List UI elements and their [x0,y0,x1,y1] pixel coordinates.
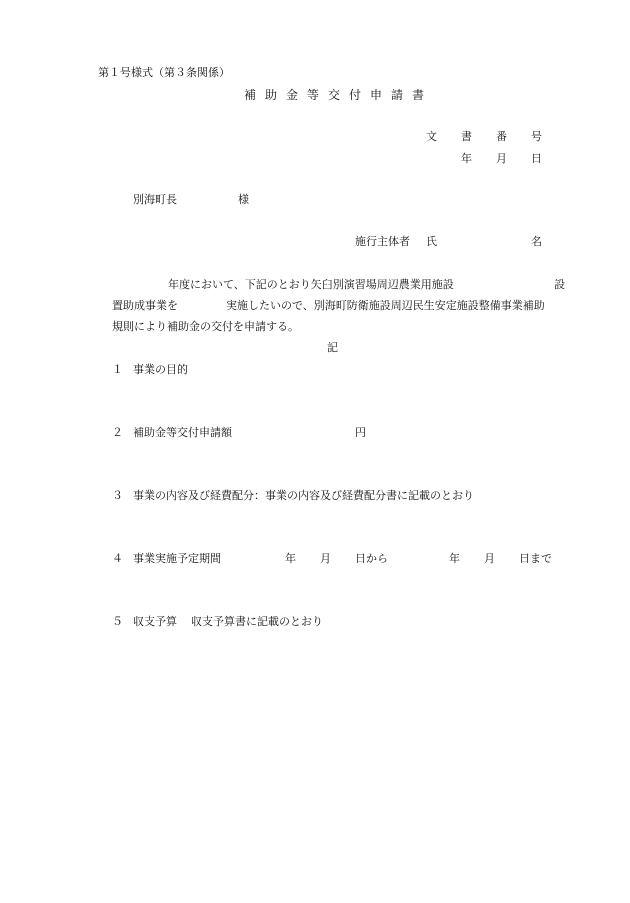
body-line-2: 実施したいので、別海町防衛施設周辺民生安定施設整備事業補助 [226,299,545,312]
item-3-text: 事業の内容及び経費配分：事業の内容及び経費配分書に記載のとおり [133,489,474,502]
date-year: 年 [461,152,472,165]
title-char: 書 [412,88,425,102]
item-3-number: ３ [112,489,123,502]
item-4-year-1: 年 [285,552,296,565]
document-number [426,131,551,142]
item-4-year-2: 年 [449,552,460,565]
title-char: 交 [328,88,341,102]
doc-number-char: 号 [531,130,542,143]
document-title [244,89,433,101]
applicant-name-label: 氏 [426,235,437,248]
item-4-month-2: 月 [484,552,495,565]
title-char: 助 [265,88,278,102]
title-char: 請 [391,88,404,102]
date-day: 日 [531,152,542,165]
doc-number-char: 書 [461,130,472,143]
item-2-text: 補助金等交付申請額 [133,426,232,439]
title-char: 補 [244,88,257,102]
title-char: 付 [349,88,362,102]
doc-number-char: 番 [496,130,507,143]
body-line-1-end: 設 [554,278,565,291]
item-5-detail: 収支予算書に記載のとおり [191,615,323,628]
item-4-number: ４ [112,552,123,565]
item-5-number: ５ [112,615,123,628]
applicant-name-label-end: 名 [531,235,542,248]
item-2-number: ２ [112,426,123,439]
item-1-number: １ [112,363,123,376]
ki-heading: 記 [327,341,338,354]
applicant-label: 施行主体者 [355,235,410,248]
addressee-honorific: 様 [238,193,249,206]
item-1-text: 事業の目的 [133,363,188,376]
title-char: 金 [286,88,299,102]
item-4-text: 事業実施予定期間 [133,552,221,565]
document-date [461,153,551,164]
body-line-2-start: 置助成事業を [112,299,178,312]
item-4-day-1: 日から [355,552,388,565]
title-char: 等 [307,88,320,102]
doc-number-char: 文 [426,130,437,143]
title-char: 申 [370,88,383,102]
body-line-3: 規則により補助金の交付を申請する。 [112,320,299,333]
item-4-day-2: 日まで [519,552,552,565]
body-line-1: 年度において、下記のとおり矢臼別演習場周辺農業用施設 [168,278,454,291]
form-label: 第１号様式（第３条関係） [98,66,230,79]
item-4-month-1: 月 [320,552,331,565]
date-month: 月 [496,152,507,165]
addressee-name: 別海町長 [133,193,177,206]
item-2-unit: 円 [355,426,366,439]
item-5-text: 収支予算 [133,615,177,628]
